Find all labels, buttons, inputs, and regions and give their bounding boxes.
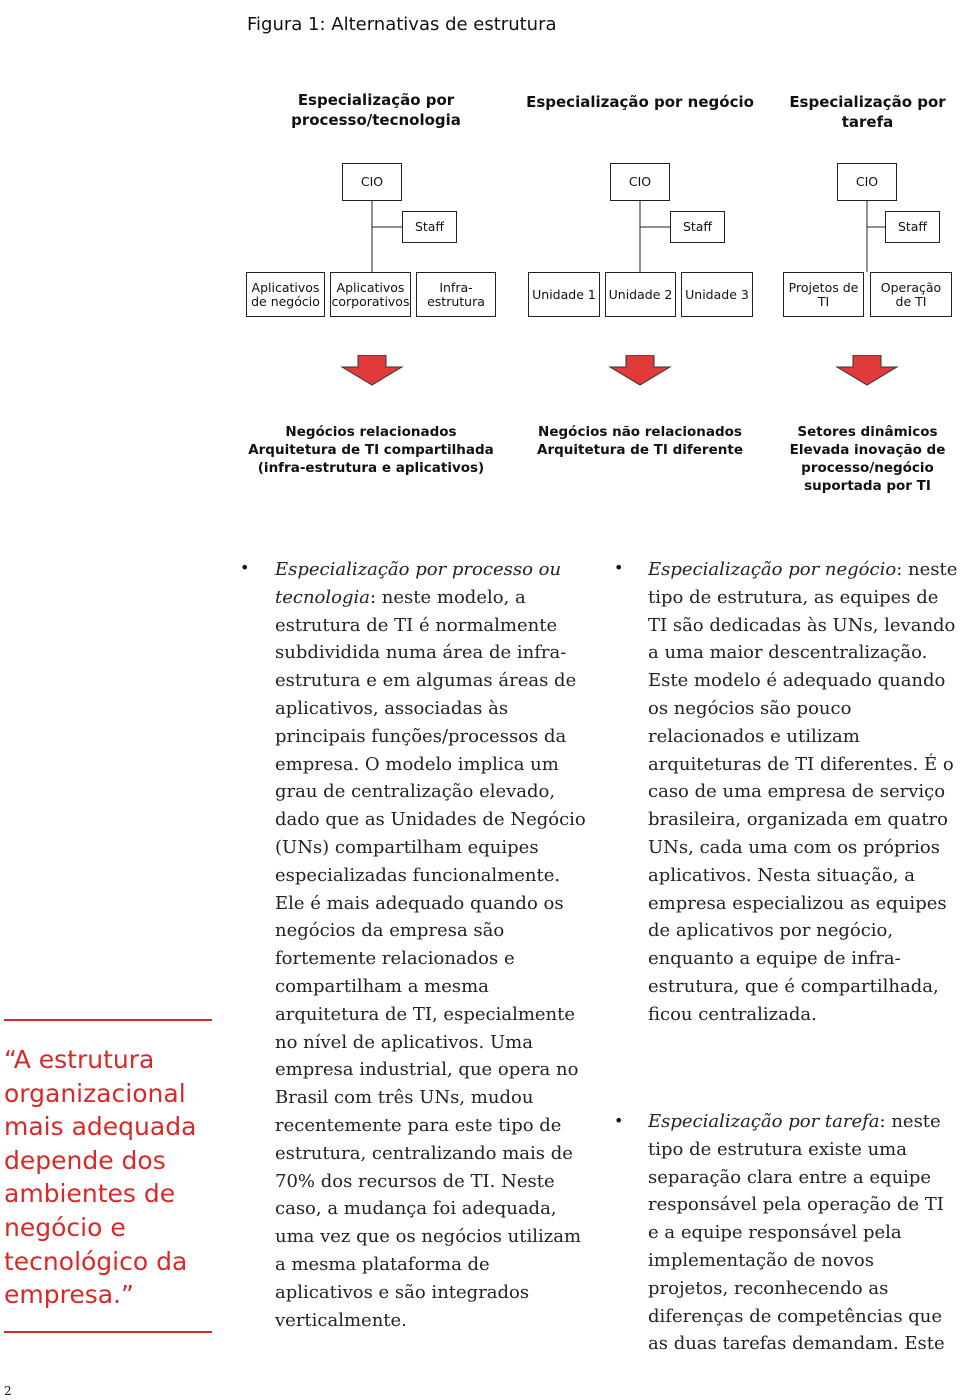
staff-box: Staff (885, 211, 940, 243)
bullet-body: : neste tipo de estrutura, as equipes de TI são dedicadas às UNs, levando a uma maior descentralização. Este modelo é adequado quando os negócios são pouco relacionados e utilizam arquiteturas de TI diferentes. É o caso de uma empresa de serviço brasileira, organizada em quatro UNs, cada uma com os próprios aplicativos. Nesta situação, a empresa especializou as equipes de aplicativos por negócio, enquanto a equipe de infra-estrutura, que é compartilhada, ficou centralizada. (648, 559, 958, 1025)
unit-box: Aplicativos de negócio (246, 272, 325, 317)
bullet-body: : neste tipo de estrutura existe uma separação clara entre a equipe responsável pela operação de TI e a equipe responsável pela implementação de novos projetos, reconhecendo as diferenças de competências que as duas tarefas demandam. Este (648, 1111, 945, 1355)
outcome-process (236, 423, 506, 477)
outcome-task (785, 423, 950, 495)
cio-box: CIO (610, 163, 670, 201)
down-arrow-icon (835, 355, 899, 387)
outcome-line: Arquitetura de TI diferente (537, 442, 743, 458)
column-heading-task: Especialização por tarefa (789, 93, 946, 131)
bullet-term: Especialização por tarefa (648, 1111, 880, 1132)
quote-rule-bottom (4, 1331, 212, 1333)
column-heading-business: Especialização por negócio (526, 93, 754, 111)
outcome-business (520, 423, 760, 459)
bullet-icon: • (614, 1111, 624, 1130)
unit-box: Operação de TI (870, 272, 952, 317)
pull-quote: “A estrutura organizacional mais adequada depende dos ambientes de negócio e tecnológico da empresa.” (4, 1045, 197, 1310)
bullet-term: Especialização por processo ou tecnologia (275, 559, 562, 608)
unit-box: Infra-estrutura (416, 272, 496, 317)
bullet-task (648, 1108, 958, 1358)
quote-rule-top (4, 1019, 212, 1021)
unit-box: Unidade 2 (605, 272, 676, 317)
bullet-term: Especialização por negócio (648, 559, 897, 580)
bullet-icon: • (614, 558, 624, 577)
page-number: 2 (4, 1384, 12, 1398)
bullet-business (648, 556, 958, 1029)
outcome-line: Elevada inovação de (789, 442, 946, 458)
unit-box: Aplicativos corporativos (330, 272, 411, 317)
bullet-icon: • (240, 558, 250, 577)
outcome-line: (infra-estrutura e aplicativos) (257, 460, 485, 476)
outcome-line: Negócios não relacionados (538, 424, 742, 440)
outcome-line: Setores dinâmicos (797, 424, 938, 440)
bullet-process (275, 556, 593, 1334)
down-arrow-icon (340, 355, 404, 387)
outcome-line: processo/negócio (801, 460, 934, 476)
figure-title: Figura 1: Alternativas de estrutura (247, 14, 557, 35)
staff-box: Staff (670, 211, 725, 243)
cio-box: CIO (837, 163, 897, 201)
down-arrow-icon (608, 355, 672, 387)
unit-box: Unidade 3 (681, 272, 753, 317)
outcome-line: suportada por TI (804, 478, 931, 494)
bullet-body: : neste modelo, a estrutura de TI é normalmente subdividida numa área de infra-estrutura e em algumas áreas de aplicativos, associadas às principais funções/processos da empresa. O modelo implica um grau de centralização elevado, dado que as Unidades de Negócio (UNs) compartilham equipes especializadas funcionalmente. Ele é mais adequado quando os negócios da empresa são fortemente relacionados e compartilham a mesma arquitetura de TI, especialmente no nível de aplicativos. Uma empresa industrial, que opera no Brasil com três UNs, mudou recentemente para este tipo de estrutura, centralizando mais de 70% dos recursos de TI. Neste caso, a mudança foi adequada, uma vez que os negócios utilizam a mesma plataforma de aplicativos e são integrados verticalmente. (275, 586, 586, 1331)
outcome-line: Arquitetura de TI compartilhada (248, 442, 494, 458)
unit-box: Projetos de TI (783, 272, 864, 317)
staff-box: Staff (402, 211, 457, 243)
outcome-line: Negócios relacionados (285, 424, 457, 440)
cio-box: CIO (342, 163, 402, 201)
column-heading-process: Especialização por processo/tecnologia (291, 91, 461, 129)
unit-box: Unidade 1 (528, 272, 600, 317)
